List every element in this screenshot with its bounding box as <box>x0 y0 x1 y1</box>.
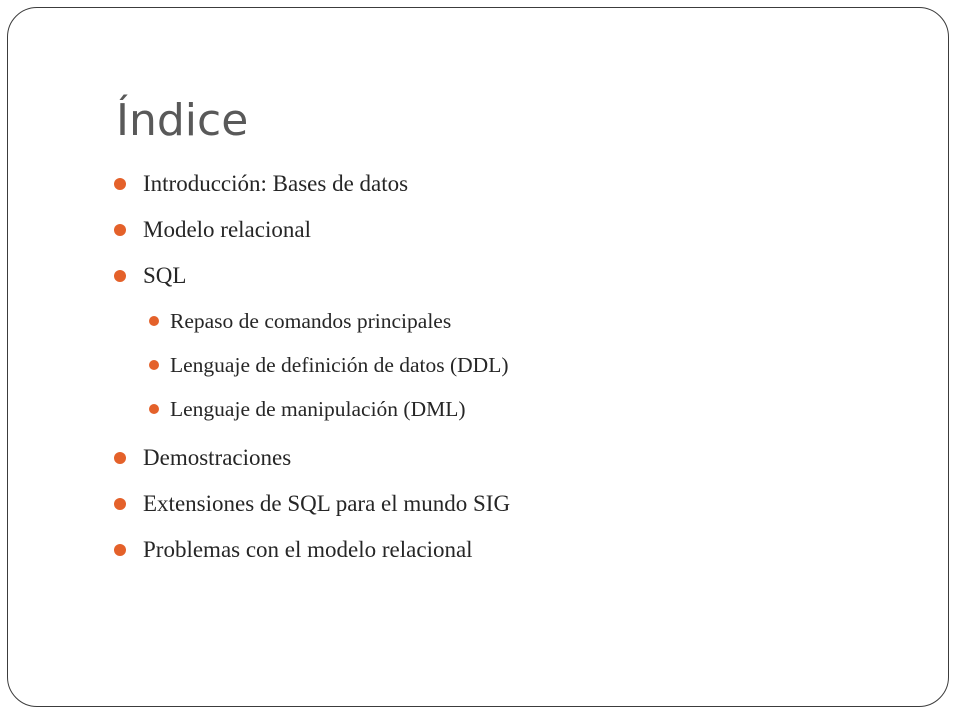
list-item-text: SQL <box>143 263 187 288</box>
bullet-list <box>114 161 510 573</box>
sub-list-item <box>114 387 510 431</box>
list-item-text: Modelo relacional <box>143 217 311 242</box>
sub-list-item <box>114 343 510 387</box>
list-item <box>114 481 510 527</box>
sub-list-item-text: Repaso de comandos principales <box>170 309 452 333</box>
sub-list-item <box>114 299 510 343</box>
list-item-text: Introducción: Bases de datos <box>143 171 409 196</box>
list-item <box>114 435 510 481</box>
slide-title: Índice <box>116 95 249 146</box>
bullet-dot-icon <box>114 452 126 464</box>
list-item-text: Problemas con el modelo relacional <box>143 537 473 562</box>
sub-list-item-text: Lenguaje de manipulación (DML) <box>170 397 466 421</box>
bullet-dot-icon <box>114 178 126 190</box>
list-item-text: Extensiones de SQL para el mundo SIG <box>143 491 511 516</box>
list-item <box>114 253 510 299</box>
bullet-dot-icon <box>149 360 159 370</box>
list-item <box>114 161 510 207</box>
bullet-dot-icon <box>114 498 126 510</box>
bullet-dot-icon <box>114 224 126 236</box>
slide-frame <box>7 7 949 707</box>
sub-list-item-text: Lenguaje de definición de datos (DDL) <box>170 353 509 377</box>
bullet-dot-icon <box>114 270 126 282</box>
list-item <box>114 527 510 573</box>
list-item <box>114 207 510 253</box>
bullet-dot-icon <box>149 404 159 414</box>
bullet-dot-icon <box>149 316 159 326</box>
bullet-dot-icon <box>114 544 126 556</box>
list-item-text: Demostraciones <box>143 445 292 470</box>
